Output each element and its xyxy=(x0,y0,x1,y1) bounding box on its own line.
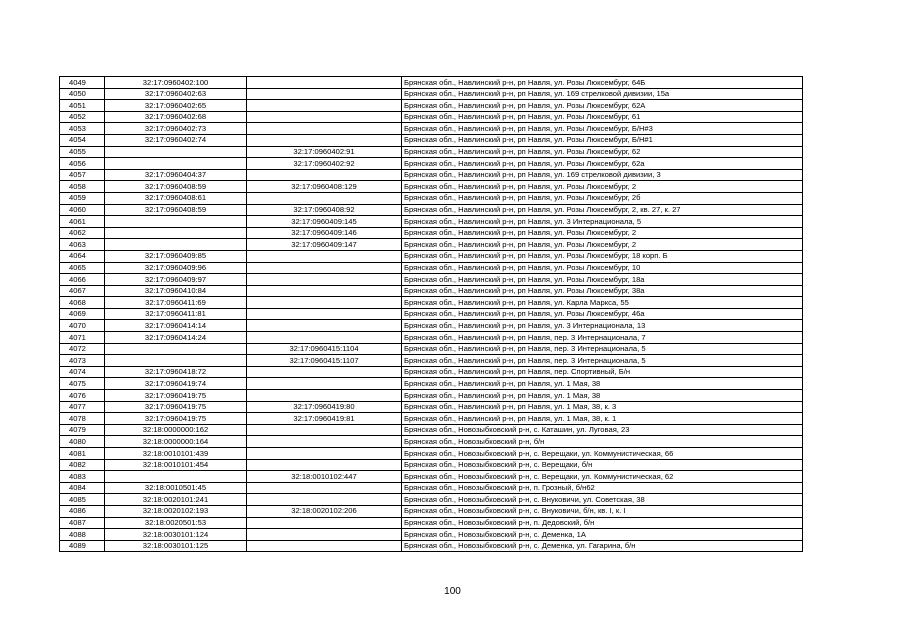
related-cadastral-number-cell xyxy=(247,390,402,402)
address-cell: Брянская обл., Навлинский р-н, рп Навля, ул. Розы Люксембург, 61 xyxy=(402,111,803,123)
address-cell: Брянская обл., Новозыбковский р-н, п. Грозный, б/н62 xyxy=(402,482,803,494)
row-number-cell: 4067 xyxy=(60,285,105,297)
address-cell: Брянская обл., Навлинский р-н, рп Навля, ул. Розы Люксембург, 18а xyxy=(402,274,803,286)
table-row xyxy=(60,459,803,471)
cadastral-number-cell: 32:18:0020101:241 xyxy=(105,494,247,506)
related-cadastral-number-cell xyxy=(247,482,402,494)
address-cell: Брянская обл., Навлинский р-н, рп Навля, ул. Розы Люксембург, Б/Н#1 xyxy=(402,134,803,146)
related-cadastral-number-cell xyxy=(247,459,402,471)
table-row xyxy=(60,123,803,135)
row-number-cell: 4064 xyxy=(60,250,105,262)
table-row xyxy=(60,540,803,552)
table-row xyxy=(60,204,803,216)
address-cell: Брянская обл., Навлинский р-н, рп Навля, ул. Розы Люксембург, 62а xyxy=(402,158,803,170)
table-row xyxy=(60,262,803,274)
cadastral-number-cell: 32:17:0960402:65 xyxy=(105,100,247,112)
row-number-cell: 4080 xyxy=(60,436,105,448)
related-cadastral-number-cell: 32:17:0960408:129 xyxy=(247,181,402,193)
address-cell: Брянская обл., Навлинский р-н, рп Навля, ул. Розы Люксембург, 18 корп. Б xyxy=(402,250,803,262)
address-cell: Брянская обл., Новозыбковский р-н, п. Дедовский, б/н xyxy=(402,517,803,529)
table-row xyxy=(60,517,803,529)
row-number-cell: 4068 xyxy=(60,297,105,309)
row-number-cell: 4049 xyxy=(60,77,105,89)
table-row xyxy=(60,297,803,309)
address-cell: Брянская обл., Навлинский р-н, рп Навля, пер. 3 Интернационала, 7 xyxy=(402,332,803,344)
related-cadastral-number-cell xyxy=(247,192,402,204)
related-cadastral-number-cell xyxy=(247,424,402,436)
cadastral-number-cell: 32:17:0960419:74 xyxy=(105,378,247,390)
related-cadastral-number-cell xyxy=(247,366,402,378)
row-number-cell: 4076 xyxy=(60,390,105,402)
cadastral-number-cell: 32:17:0960419:75 xyxy=(105,401,247,413)
cadastral-number-cell: 32:17:0960419:75 xyxy=(105,413,247,425)
cadastral-number-cell: 32:17:0960409:97 xyxy=(105,274,247,286)
related-cadastral-number-cell xyxy=(247,88,402,100)
table-row xyxy=(60,378,803,390)
row-number-cell: 4074 xyxy=(60,366,105,378)
address-cell: Брянская обл., Навлинский р-н, рп Навля, ул. 3 Интернационала, 13 xyxy=(402,320,803,332)
row-number-cell: 4065 xyxy=(60,262,105,274)
address-cell: Брянская обл., Навлинский р-н, рп Навля, ул. 3 Интернационала, 5 xyxy=(402,216,803,228)
address-cell: Брянская обл., Новозыбковский р-н, с. Верещаки, б/н xyxy=(402,459,803,471)
address-cell: Брянская обл., Навлинский р-н, рп Навля, ул. 1 Мая, 38, к. 1 xyxy=(402,413,803,425)
row-number-cell: 4054 xyxy=(60,134,105,146)
row-number-cell: 4089 xyxy=(60,540,105,552)
cadastral-number-cell: 32:17:0960410:84 xyxy=(105,285,247,297)
table-row xyxy=(60,169,803,181)
address-cell: Брянская обл., Навлинский р-н, рп Навля, ул. Розы Люксембург, 64Б xyxy=(402,77,803,89)
related-cadastral-number-cell xyxy=(247,77,402,89)
cadastral-number-cell: 32:17:0960408:59 xyxy=(105,181,247,193)
cadastral-number-cell: 32:17:0960404:37 xyxy=(105,169,247,181)
table-row xyxy=(60,494,803,506)
table-row xyxy=(60,448,803,460)
related-cadastral-number-cell xyxy=(247,262,402,274)
table-row xyxy=(60,355,803,367)
row-number-cell: 4058 xyxy=(60,181,105,193)
table-row xyxy=(60,216,803,228)
table-row xyxy=(60,285,803,297)
table-row xyxy=(60,100,803,112)
address-cell: Брянская обл., Навлинский р-н, рп Навля, ул. 1 Мая, 38 xyxy=(402,390,803,402)
row-number-cell: 4072 xyxy=(60,343,105,355)
row-number-cell: 4063 xyxy=(60,239,105,251)
cadastral-number-cell: 32:17:0960411:81 xyxy=(105,308,247,320)
row-number-cell: 4061 xyxy=(60,216,105,228)
cadastral-number-cell: 32:18:0000000:162 xyxy=(105,424,247,436)
table-row xyxy=(60,332,803,344)
cadastral-number-cell: 32:18:0010501:45 xyxy=(105,482,247,494)
row-number-cell: 4069 xyxy=(60,308,105,320)
cadastral-number-cell: 32:17:0960414:24 xyxy=(105,332,247,344)
related-cadastral-number-cell xyxy=(247,436,402,448)
row-number-cell: 4057 xyxy=(60,169,105,181)
table-row xyxy=(60,250,803,262)
address-cell: Брянская обл., Навлинский р-н, рп Навля, ул. Розы Люксембург, 46а xyxy=(402,308,803,320)
cadastral-number-cell: 32:17:0960402:100 xyxy=(105,77,247,89)
cadastral-number-cell: 32:17:0960408:59 xyxy=(105,204,247,216)
cadastral-number-cell: 32:17:0960402:63 xyxy=(105,88,247,100)
related-cadastral-number-cell: 32:17:0960409:147 xyxy=(247,239,402,251)
address-cell: Брянская обл., Навлинский р-н, рп Навля, ул. Розы Люксембург, 62 xyxy=(402,146,803,158)
row-number-cell: 4082 xyxy=(60,459,105,471)
cadastral-number-cell: 32:17:0960418:72 xyxy=(105,366,247,378)
table-row xyxy=(60,192,803,204)
related-cadastral-number-cell: 32:17:0960415:1107 xyxy=(247,355,402,367)
related-cadastral-number-cell xyxy=(247,494,402,506)
address-cell: Брянская обл., Новозыбковский р-н, с. Верещаки, ул. Коммунистическая, 66 xyxy=(402,448,803,460)
row-number-cell: 4053 xyxy=(60,123,105,135)
cadastral-number-cell xyxy=(105,146,247,158)
related-cadastral-number-cell: 32:17:0960402:92 xyxy=(247,158,402,170)
related-cadastral-number-cell: 32:17:0960402:91 xyxy=(247,146,402,158)
address-cell: Брянская обл., Навлинский р-н, рп Навля, пер. Спортивный, Б/н xyxy=(402,366,803,378)
related-cadastral-number-cell: 32:17:0960415:1104 xyxy=(247,343,402,355)
cadastral-number-cell: 32:17:0960402:68 xyxy=(105,111,247,123)
related-cadastral-number-cell: 32:17:0960409:145 xyxy=(247,216,402,228)
address-cell: Брянская обл., Навлинский р-н, рп Навля, ул. Розы Люксембург, 2 xyxy=(402,239,803,251)
table-row xyxy=(60,308,803,320)
cadastral-number-cell xyxy=(105,471,247,483)
address-cell: Брянская обл., Навлинский р-н, рп Навля, ул. Розы Люксембург, 62А xyxy=(402,100,803,112)
cadastral-number-cell: 32:18:0010101:454 xyxy=(105,459,247,471)
cadastral-number-cell xyxy=(105,227,247,239)
table-row xyxy=(60,471,803,483)
address-cell: Брянская обл., Новозыбковский р-н, с. Деменка, ул. Гагарина, б/н xyxy=(402,540,803,552)
related-cadastral-number-cell: 32:18:0020102:206 xyxy=(247,505,402,517)
address-cell: Брянская обл., Навлинский р-н, рп Навля, ул. Розы Люксембург, 10 xyxy=(402,262,803,274)
related-cadastral-number-cell xyxy=(247,250,402,262)
related-cadastral-number-cell xyxy=(247,111,402,123)
table-row xyxy=(60,401,803,413)
related-cadastral-number-cell xyxy=(247,274,402,286)
cadastral-number-cell xyxy=(105,355,247,367)
related-cadastral-number-cell xyxy=(247,320,402,332)
address-cell: Брянская обл., Навлинский р-н, рп Навля, ул. Карла Маркса, 55 xyxy=(402,297,803,309)
table-row xyxy=(60,320,803,332)
related-cadastral-number-cell xyxy=(247,100,402,112)
table-row xyxy=(60,343,803,355)
table-row xyxy=(60,181,803,193)
table-row xyxy=(60,239,803,251)
cadastral-number-cell: 32:18:0030101:125 xyxy=(105,540,247,552)
cadastral-number-cell: 32:18:0020102:193 xyxy=(105,505,247,517)
address-cell: Брянская обл., Навлинский р-н, рп Навля, ул. Розы Люксембург, 38а xyxy=(402,285,803,297)
cadastral-number-cell xyxy=(105,216,247,228)
related-cadastral-number-cell xyxy=(247,308,402,320)
cadastral-number-cell: 32:17:0960414:14 xyxy=(105,320,247,332)
related-cadastral-number-cell xyxy=(247,332,402,344)
related-cadastral-number-cell xyxy=(247,378,402,390)
cadastral-number-cell: 32:17:0960408:61 xyxy=(105,192,247,204)
row-number-cell: 4060 xyxy=(60,204,105,216)
table-row xyxy=(60,505,803,517)
row-number-cell: 4055 xyxy=(60,146,105,158)
related-cadastral-number-cell: 32:17:0960409:146 xyxy=(247,227,402,239)
cadastral-number-cell: 32:18:0010101:439 xyxy=(105,448,247,460)
table-row xyxy=(60,146,803,158)
row-number-cell: 4087 xyxy=(60,517,105,529)
address-cell: Брянская обл., Новозыбковский р-н, с. Каташин, ул. Луговая, 23 xyxy=(402,424,803,436)
row-number-cell: 4073 xyxy=(60,355,105,367)
cadastral-number-cell: 32:18:0000000:164 xyxy=(105,436,247,448)
row-number-cell: 4070 xyxy=(60,320,105,332)
related-cadastral-number-cell: 32:18:0010102:447 xyxy=(247,471,402,483)
property-table xyxy=(59,76,803,552)
row-number-cell: 4066 xyxy=(60,274,105,286)
address-cell: Брянская обл., Навлинский р-н, рп Навля, ул. Розы Люксембург, 2, кв. 27, к. 27 xyxy=(402,204,803,216)
cadastral-number-cell xyxy=(105,343,247,355)
table-row xyxy=(60,227,803,239)
related-cadastral-number-cell xyxy=(247,169,402,181)
cadastral-number-cell xyxy=(105,158,247,170)
address-cell: Брянская обл., Навлинский р-н, рп Навля, ул. 1 Мая, 38, к. 3 xyxy=(402,401,803,413)
table-row xyxy=(60,390,803,402)
row-number-cell: 4086 xyxy=(60,505,105,517)
table-row xyxy=(60,482,803,494)
row-number-cell: 4052 xyxy=(60,111,105,123)
address-cell: Брянская обл., Навлинский р-н, рп Навля, ул. Розы Люксембург, Б/Н#3 xyxy=(402,123,803,135)
row-number-cell: 4075 xyxy=(60,378,105,390)
table-row xyxy=(60,424,803,436)
address-cell: Брянская обл., Новозыбковский р-н, с. Внуковичи, б/н, кв. I, к. I xyxy=(402,505,803,517)
cadastral-number-cell: 32:17:0960402:73 xyxy=(105,123,247,135)
page-number: 100 xyxy=(444,586,461,597)
address-cell: Брянская обл., Навлинский р-н, рп Навля, ул. Розы Люксембург, 2б xyxy=(402,192,803,204)
cadastral-number-cell: 32:17:0960402:74 xyxy=(105,134,247,146)
table-row xyxy=(60,111,803,123)
property-table-body xyxy=(60,77,803,552)
address-cell: Брянская обл., Навлинский р-н, рп Навля, ул. 1 Мая, 38 xyxy=(402,378,803,390)
row-number-cell: 4084 xyxy=(60,482,105,494)
row-number-cell: 4081 xyxy=(60,448,105,460)
related-cadastral-number-cell xyxy=(247,540,402,552)
related-cadastral-number-cell xyxy=(247,448,402,460)
address-cell: Брянская обл., Новозыбковский р-н, б/н xyxy=(402,436,803,448)
related-cadastral-number-cell xyxy=(247,134,402,146)
table-row xyxy=(60,77,803,89)
address-cell: Брянская обл., Навлинский р-н, рп Навля, пер. 3 Интернационала, 5 xyxy=(402,355,803,367)
row-number-cell: 4078 xyxy=(60,413,105,425)
related-cadastral-number-cell xyxy=(247,529,402,541)
row-number-cell: 4079 xyxy=(60,424,105,436)
cadastral-number-cell: 32:17:0960411:69 xyxy=(105,297,247,309)
row-number-cell: 4088 xyxy=(60,529,105,541)
related-cadastral-number-cell: 32:17:0960408:92 xyxy=(247,204,402,216)
cadastral-number-cell: 32:17:0960409:96 xyxy=(105,262,247,274)
related-cadastral-number-cell xyxy=(247,123,402,135)
table-row xyxy=(60,134,803,146)
cadastral-number-cell: 32:17:0960419:75 xyxy=(105,390,247,402)
related-cadastral-number-cell xyxy=(247,297,402,309)
related-cadastral-number-cell xyxy=(247,517,402,529)
related-cadastral-number-cell xyxy=(247,285,402,297)
table-row xyxy=(60,274,803,286)
row-number-cell: 4051 xyxy=(60,100,105,112)
address-cell: Брянская обл., Навлинский р-н, рп Навля, ул. 169 стрелковой дивизии, 3 xyxy=(402,169,803,181)
address-cell: Брянская обл., Новозыбковский р-н, с. Верещаки, ул. Коммунистическая, 62 xyxy=(402,471,803,483)
cadastral-number-cell: 32:18:0020501:53 xyxy=(105,517,247,529)
cadastral-number-cell: 32:18:0030101:124 xyxy=(105,529,247,541)
row-number-cell: 4050 xyxy=(60,88,105,100)
row-number-cell: 4059 xyxy=(60,192,105,204)
address-cell: Брянская обл., Навлинский р-н, рп Навля, пер. 3 Интернационала, 5 xyxy=(402,343,803,355)
row-number-cell: 4056 xyxy=(60,158,105,170)
table-row xyxy=(60,158,803,170)
cadastral-number-cell xyxy=(105,239,247,251)
row-number-cell: 4083 xyxy=(60,471,105,483)
table-row xyxy=(60,413,803,425)
address-cell: Брянская обл., Новозыбковский р-н, с. Внуковичи, ул. Советская, 38 xyxy=(402,494,803,506)
row-number-cell: 4077 xyxy=(60,401,105,413)
related-cadastral-number-cell: 32:17:0960419:80 xyxy=(247,401,402,413)
address-cell: Брянская обл., Навлинский р-н, рп Навля, ул. 169 стрелковой дивизии, 15а xyxy=(402,88,803,100)
address-cell: Брянская обл., Навлинский р-н, рп Навля, ул. Розы Люксембург, 2 xyxy=(402,181,803,193)
table-row xyxy=(60,529,803,541)
address-cell: Брянская обл., Новозыбковский р-н, с. Деменка, 1А xyxy=(402,529,803,541)
table-row xyxy=(60,88,803,100)
address-cell: Брянская обл., Навлинский р-н, рп Навля, ул. Розы Люксембург, 2 xyxy=(402,227,803,239)
cadastral-number-cell: 32:17:0960409:85 xyxy=(105,250,247,262)
related-cadastral-number-cell: 32:17:0960419:81 xyxy=(247,413,402,425)
row-number-cell: 4062 xyxy=(60,227,105,239)
table-row xyxy=(60,436,803,448)
row-number-cell: 4085 xyxy=(60,494,105,506)
row-number-cell: 4071 xyxy=(60,332,105,344)
table-row xyxy=(60,366,803,378)
